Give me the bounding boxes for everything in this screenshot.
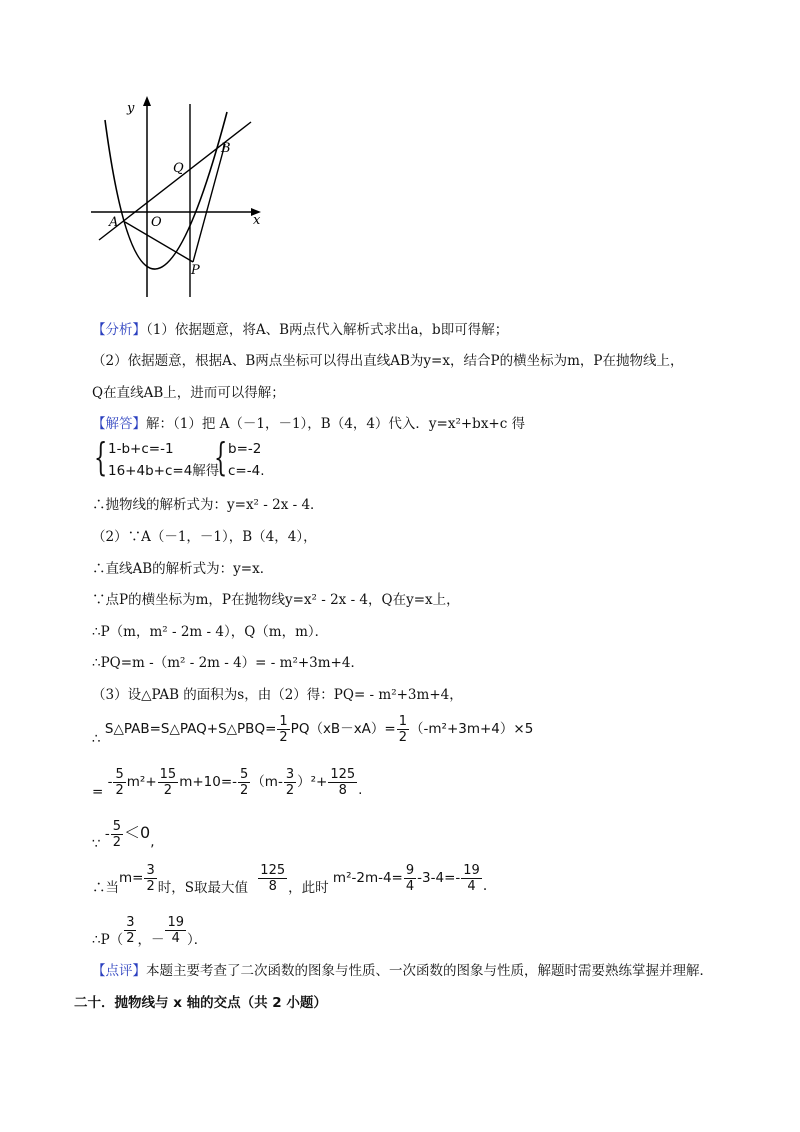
solution-line-2: ∴抛物线的解析式为：y=x² - 2x - 4． (92, 497, 324, 513)
max-end: . (482, 878, 488, 894)
solution-line-8: （3）设△PAB 的面积为s，由（2）得：PQ= - m²+3m+4， (92, 687, 463, 703)
system2-end: . (260, 463, 265, 479)
solve-word: 解得 (192, 463, 220, 479)
point-end: ）． (187, 932, 208, 948)
label-Q: Q (173, 161, 184, 176)
max-word: 时，S取最大值 (157, 880, 248, 896)
negative-end: , (150, 834, 155, 850)
frac-19-4-a: $\frac{19}{4}$ (463, 863, 480, 894)
analysis-text-1: （1）依据题意，将A、B两点代入解析式求出a，b即可得解； (146, 322, 509, 338)
max-pre: ∴当 (92, 880, 119, 896)
solution-line-1 (92, 415, 525, 433)
point-pre: ∴P（ (92, 932, 124, 948)
point-comma: ，－ (137, 932, 165, 948)
system2-row-1: b=-2 (228, 441, 262, 457)
square-end: . (358, 782, 363, 798)
label-y: y (127, 101, 135, 116)
comment-text: 本题主要考查了二次函数的图象与性质、一次函数的图象与性质，解题时需要熟练掌握并理解． (146, 963, 713, 979)
m2-term: m²+ (126, 774, 157, 790)
analysis-line-1 (92, 321, 508, 339)
parabola-figure (85, 92, 285, 302)
frac-m-3-2: $\frac{3}{2}$ (146, 863, 155, 894)
frac-5-2-b: $\frac{5}{2}$ (240, 766, 249, 798)
label-B: B (221, 141, 231, 156)
label-x: x (253, 213, 261, 228)
analysis-line-2: （2）依据题意，根据A、B两点坐标可以得出直线AB为y=x，结合P的横坐标为m，P在抛物线上， (92, 353, 684, 369)
formula-area (92, 712, 533, 756)
system2-row-2 (228, 462, 265, 480)
area-mid: PQ（xB－xA）= (290, 721, 396, 737)
max-expr: m²-2m-4= (332, 870, 403, 886)
max-word2: ，此时 (288, 880, 329, 896)
mid-term: m+10=- (179, 774, 238, 790)
therefore-symbol: ∴ (92, 731, 101, 747)
section-heading: 二十．抛物线与 x 轴的交点（共 2 小题） (74, 995, 327, 1011)
system2-brace: { (214, 435, 228, 479)
system1-row-2-eq: 16+4b+c=4 (108, 463, 193, 479)
frac-5-2-a: $\frac{5}{2}$ (115, 766, 124, 798)
frac-s-125-8: $\frac{125}{8}$ (260, 863, 286, 894)
frac-5-2-c: $\frac{5}{2}$ (112, 818, 122, 850)
max-mid: -3-4=- (417, 870, 461, 886)
label-P: P (191, 263, 200, 278)
half-fraction-2: $\frac{1}{2}$ (398, 713, 408, 745)
solution-line-6: ∴P（m，m² - 2m - 4），Q（m，m）． (92, 624, 329, 640)
system1-row-2 (108, 462, 219, 480)
label-A: A (109, 215, 119, 230)
formula-point-p (92, 912, 207, 958)
system1-brace: { (94, 435, 108, 479)
area-tail: （-m²+3m+4）×5 (410, 721, 534, 737)
solution-text-1: 解：（1）把 A（－1，－1），B（4，4）代入．y=x²+bx+c 得 (146, 416, 526, 432)
formula-negative: ∵ - $\frac{5}{2}$ ＜0, (92, 818, 155, 852)
formula-square: = - $\frac{5}{2}$ m²+ $\frac{15}{2}$ m+10=- $\frac{5}{2}$ （m- $\frac{3}{2}$ ）²+ $\frac{125}{8}$ . (92, 766, 363, 800)
solution-line-3: （2）∵A（－1，－1），B（4，4）， (92, 529, 317, 545)
analysis-line-3: Q在直线AB上，进而可以得解； (92, 385, 285, 401)
label-O: O (151, 215, 162, 230)
solution-tag: 【解答】 (92, 416, 146, 432)
half-fraction-1: $\frac{1}{2}$ (279, 713, 288, 745)
less-than-zero: ＜0 (124, 823, 151, 842)
comment-tag: 【点评】 (92, 963, 146, 979)
because-symbol: ∵ (92, 836, 101, 852)
frac-9-4: $\frac{9}{4}$ (405, 863, 415, 894)
max-m: m= (119, 870, 144, 886)
paren-open: （m- (251, 774, 283, 790)
system1-row-1: 1-b+c=-1 (108, 441, 174, 457)
formula-maximum (92, 860, 487, 906)
frac-p-3-2: $\frac{3}{2}$ (126, 915, 135, 946)
frac-p-19-4: $\frac{19}{4}$ (167, 915, 185, 946)
solution-line-5: ∵点P的横坐标为m，P在抛物线y=x² - 2x - 4，Q在y=x上， (92, 592, 460, 608)
comment-line (92, 962, 713, 980)
system2-row-2-eq: c=-4 (228, 463, 261, 479)
paren-close: ）²+ (297, 774, 328, 790)
frac-3-2: $\frac{3}{2}$ (285, 766, 295, 798)
solution-line-7: ∴PQ=m -（m² - 2m - 4）= - m²+3m+4． (92, 655, 364, 671)
frac-125-8: $\frac{125}{8}$ (330, 766, 356, 798)
equals-sign: = (92, 784, 104, 800)
area-lhs: S△PAB=S△PAQ+S△PBQ= (104, 721, 277, 737)
solution-line-4: ∴直线AB的解析式为：y=x． (92, 561, 274, 577)
frac-15-2: $\frac{15}{2}$ (159, 766, 177, 798)
analysis-tag: 【分析】 (92, 322, 146, 338)
